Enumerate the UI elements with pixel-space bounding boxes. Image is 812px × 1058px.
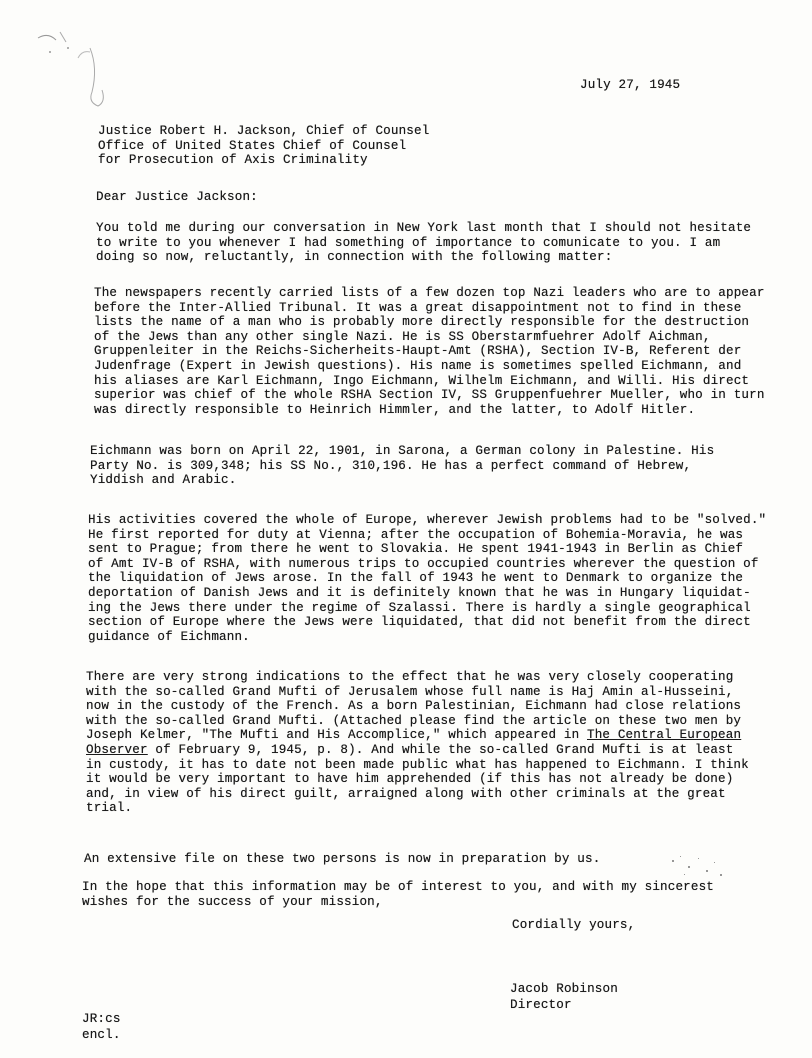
scan-speckle — [668, 852, 728, 882]
paragraph-line: In the hope that this information may be of interest to you, and with my sincerest — [82, 880, 715, 894]
paragraph-line — [86, 743, 749, 758]
paragraph-text: Joseph Kelmer, "The Mufti and His Accomplice," which appeared in — [86, 728, 587, 743]
journal-title: The Central European — [587, 728, 742, 743]
paragraph-line: to write to you whenever I had something of importance to comunicate to you. I am — [96, 235, 721, 250]
signer-title: Director — [510, 998, 572, 1012]
paragraph-line: His activities covered the whole of Europe, wherever Jewish problems had to be "solved." — [88, 513, 767, 527]
paragraph-line: deportation of Danish Jews and it is definitely known that he was in Hungary liquidat- — [88, 585, 751, 600]
paragraph-line: Party No. is 309,348; his SS No., 310,196. He has a perfect command of Hebrew, — [90, 458, 692, 473]
paragraph-line: doing so now, reluctantly, in connection with the following matter: — [96, 250, 613, 265]
paragraph-2 — [94, 286, 765, 417]
paragraph-line: now in the custody of the French. As a born Palestinian, Eichmann had close relations — [86, 699, 742, 714]
paragraph-line: Yiddish and Arabic. — [90, 473, 237, 488]
paragraph-line: You told me during our conversation in New York last month that I should not hesitate — [96, 221, 752, 235]
salutation: Dear Justice Jackson: — [96, 190, 258, 204]
addressee-line: Office of United States Chief of Counsel — [98, 138, 407, 153]
addressee-line: for Prosecution of Axis Criminality — [98, 153, 368, 168]
paragraph-6 — [84, 852, 600, 867]
paragraph-line: and, in view of his direct guilt, arraigned along with other criminals at the great — [86, 786, 726, 801]
paragraph-line: superior was chief of the whole RSHA Section IV, SS Gruppenfuehrer Mueller, who in turn — [94, 388, 765, 403]
paragraph-line: guidance of Eichmann. — [88, 629, 250, 644]
paragraph-line: Gruppenleiter in the Reichs-Sicherheits-Haupt-Amt (RSHA), Section IV-B, Referent der — [94, 344, 742, 359]
paragraph-line: He first reported for duty at Vienna; after the occupation of Bohemia-Moravia, he was — [88, 527, 744, 542]
paragraph-line: his aliases are Karl Eichmann, Ingo Eichmann, Wilhelm Eichmann, and Willi. His direct — [94, 373, 750, 388]
paragraph-line: There are very strong indications to the effect that he was very closely cooperating — [86, 670, 734, 684]
paragraph-5 — [86, 670, 749, 816]
paragraph-line: of Amt IV-B of RSHA, with numerous trips to occupied countries wherever the question of — [88, 556, 759, 571]
paragraph-7 — [82, 880, 714, 909]
paragraph-line: before the Inter-Allied Tribunal. It was a great disappointment not to find in these — [94, 300, 742, 315]
paragraph-line: was directly responsible to Heinrich Himmler, and the latter, to Adolf Hitler. — [94, 402, 696, 417]
paragraph-line: trial. — [86, 801, 133, 816]
addressee-line: Justice Robert H. Jackson, Chief of Counsel — [98, 124, 430, 138]
addressee-block — [98, 124, 429, 168]
paragraph-3 — [90, 444, 714, 488]
paragraph-line: with the so-called Grand Mufti of Jerusalem whose full name is Haj Amin al-Husseini, — [86, 684, 734, 699]
journal-title: Observer — [86, 742, 148, 757]
signer-name: Jacob Robinson — [510, 982, 618, 996]
typist-initials: JR:cs — [82, 1012, 121, 1026]
paragraph-line: Judenfrage (Expert in Jewish questions). His name is sometimes spelled Eichmann, and — [94, 358, 742, 373]
letter-date: July 27, 1945 — [580, 78, 681, 92]
paragraph-4 — [88, 513, 766, 644]
enclosure-note: encl. — [82, 1028, 121, 1042]
paragraph-line: An extensive file on these two persons is now in preparation by us. — [84, 852, 601, 866]
paragraph-line: Eichmann was born on April 22, 1901, in Sarona, a German colony in Palestine. His — [90, 444, 715, 458]
paragraph-line: sent to Prague; from there he went to Slovakia. He spent 1941-1943 in Berlin as Chief — [88, 542, 744, 557]
paragraph-line: with the so-called Grand Mufti. (Attached please find the article on these two men by — [86, 713, 742, 728]
paragraph-text: of February 9, 1945, p. 8). And while the so-called Grand Mufti is at least — [147, 742, 734, 757]
paragraph-line — [86, 728, 749, 743]
handwritten-mark-icon — [20, 18, 130, 118]
paragraph-line: it would be very important to have him apprehended (if this has not already be done) — [86, 772, 734, 787]
paragraph-line: of the Jews than any other single Nazi. He is SS Oberstarmfuehrer Adolf Aichman, — [94, 329, 711, 344]
paragraph-line: wishes for the success of your mission, — [82, 894, 383, 909]
closing: Cordially yours, — [512, 918, 636, 932]
paragraph-line: The newspapers recently carried lists of a few dozen top Nazi leaders who are to appear — [94, 286, 765, 300]
paragraph-1 — [96, 221, 751, 265]
paragraph-line: section of Europe where the Jews were liquidated, that did not benefit from the direct — [88, 615, 751, 630]
paragraph-line: ing the Jews there under the regime of Szalassi. There is hardly a single geographical — [88, 600, 751, 615]
paragraph-line: lists the name of a man who is probably more directly responsible for the destruction — [94, 315, 750, 330]
paragraph-line: in custody, it has to date not been made public what has happened to Eichmann. I think — [86, 757, 749, 772]
paragraph-line: the liquidation of Jews arose. In the fall of 1943 he went to Denmark to organize the — [88, 571, 744, 586]
